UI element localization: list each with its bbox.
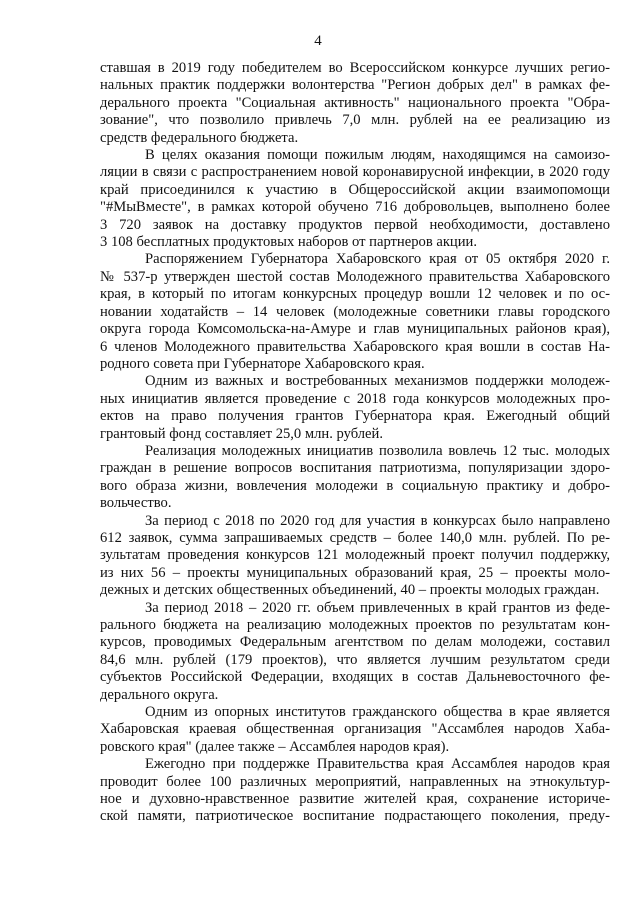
text-line: дежных и детских общественных объединений, 40 – проекты молодых граждан. xyxy=(100,582,600,599)
paragraph xyxy=(100,756,610,826)
text-line: ровского края" (далее также – Ассамблея народов края). xyxy=(100,738,450,755)
text-line: край присоединился к участию в Общероссийской акции взаимопомощи xyxy=(100,181,610,198)
text-line: вого образа жизни, вовлечения молодежи в социальную практику и добро- xyxy=(100,477,610,494)
text-line: № 537-р утвержден шестой состав Молодежного правительства Хабаровского xyxy=(100,268,610,285)
text-line: "#МыВместе", в рамках которой обучено 716 добровольцев, выполнено более xyxy=(100,199,610,216)
paragraph xyxy=(100,600,610,704)
page-number: 4 xyxy=(314,33,322,49)
text-line: За период с 2018 по 2020 год для участия в конкурсах было направлено xyxy=(145,512,610,529)
text-line: дерального проекта "Социальная активность" национального проекта "Обра- xyxy=(100,94,610,111)
text-line: края, в который по итогам конкурсных процедур вошли 12 человек и по ос- xyxy=(100,286,610,303)
text-line: грантовый фонд составляет 25,0 млн. рублей. xyxy=(100,425,383,442)
text-line: ное и духовно-нравственное развитие жителей края, сохранение историче- xyxy=(100,791,610,808)
text-line: ской памяти, патриотическое воспитание подрастающего поколения, преду- xyxy=(100,808,610,825)
text-line: 84,6 млн. рублей (179 проектов), что является лучшим результатом среди xyxy=(100,651,610,668)
text-line: нальных практик поддержки волонтерства "Регион добрых дел" в рамках фе- xyxy=(100,77,610,94)
text-line: Распоряжением Губернатора Хабаровского края от 05 октября 2020 г. xyxy=(145,251,610,268)
text-line: субъектов Российской Федерации, входящих в состав Дальневосточного фе- xyxy=(100,669,610,686)
text-line: За период 2018 – 2020 гг. объем привлеченных в край грантов из феде- xyxy=(145,599,610,616)
text-line: 612 заявок, сумма запрашиваемых средств – более 140,0 млн. рублей. По ре- xyxy=(100,529,610,546)
text-line: родного совета при Губернаторе Хабаровского края. xyxy=(100,355,425,372)
paragraph xyxy=(100,60,610,147)
text-line: Одним из опорных институтов гражданского общества в крае является xyxy=(145,704,610,721)
text-line: зультатам проведения конкурсов 121 молодежный проект получил поддержку, xyxy=(100,547,610,564)
paragraph xyxy=(100,373,610,443)
text-line: 3 720 заявок на доставку продуктов первой необходимости, доставлено xyxy=(100,216,610,233)
text-line: округа города Комсомольска-на-Амуре и глав муниципальных районов края), xyxy=(100,321,610,338)
text-line: 3 108 бесплатных продуктовых наборов от партнеров акции. xyxy=(100,234,477,251)
text-line: Реализация молодежных инициатив позволила вовлечь 12 тыс. молодых xyxy=(145,442,610,459)
paragraph xyxy=(100,147,610,251)
paragraph xyxy=(100,513,610,600)
text-line: курсов, проводимых Федеральным агентством по делам молодежи, составил xyxy=(100,634,610,651)
text-line: рального бюджета на реализацию молодежных проектов по результатам кон- xyxy=(100,617,610,633)
paragraph xyxy=(100,443,610,513)
text-line: средств федерального бюджета. xyxy=(100,129,299,146)
text-line: 6 членов Молодежного правительства Хабаровского края вошли в состав На- xyxy=(100,338,610,355)
text-line: из них 56 – проекты муниципальных образований края, 25 – проекты моло- xyxy=(100,564,610,581)
text-line: вольчество. xyxy=(100,495,172,512)
text-line: граждан в решение вопросов воспитания патриотизма, популяризации здоро- xyxy=(100,460,610,477)
text-line: проводит более 100 различных мероприятий, направленных на этнокультур- xyxy=(100,773,610,790)
paragraph xyxy=(100,704,610,756)
text-line: Ежегодно при поддержке Правительства края Ассамблея народов края xyxy=(145,756,610,773)
text-line: ных инициатив является проведение с 2018 года конкурсов молодежных про- xyxy=(100,390,610,407)
text-line: ектов на право получения грантов Губернатора края. Ежегодный общий xyxy=(100,408,610,425)
text-line: В целях оказания помощи пожилым людям, находящимся на самоизо- xyxy=(145,147,610,164)
text-line: Хабаровская краевая общественная организация "Ассамблея народов Хаба- xyxy=(100,721,610,738)
document-body xyxy=(100,60,610,826)
text-line: новании ходатайств – 14 человек (молодежные советники главы городского xyxy=(100,303,610,320)
text-line: зование", что позволило привлечь 7,0 млн. рублей на ее реализацию из xyxy=(100,112,610,129)
paragraph xyxy=(100,251,610,373)
text-line: дерального округа. xyxy=(100,686,219,703)
text-line: ставшая в 2019 году победителем во Всероссийском конкурсе лучших регио- xyxy=(100,60,610,76)
text-line: Одним из важных и востребованных механизмов поддержки молодеж- xyxy=(145,373,610,390)
text-line: ляции в связи с распространением новой коронавирусной инфекции, в 2020 году xyxy=(100,164,610,181)
